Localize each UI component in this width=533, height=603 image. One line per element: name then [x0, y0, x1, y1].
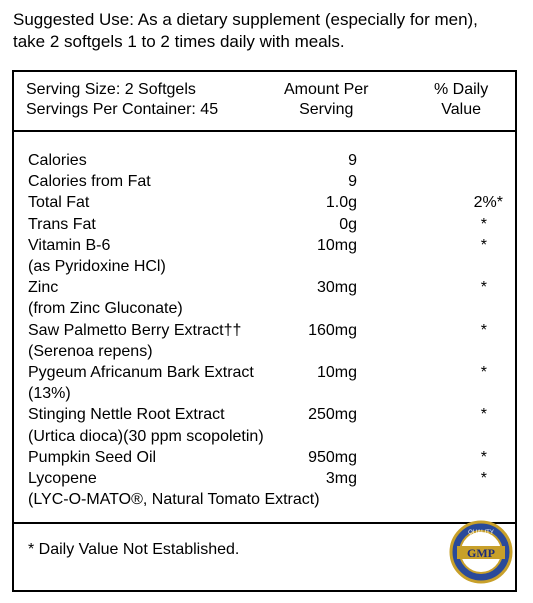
gmp-quality-seal: [449, 520, 513, 584]
amount-per-serving-header: [284, 80, 368, 120]
nutrient-row: [14, 298, 515, 319]
nutrient-name: Total Fat: [28, 194, 90, 212]
seal-ring-text: QUALITY: [468, 530, 494, 536]
header-divider: [14, 130, 515, 132]
nutrient-name: Lycopene: [28, 470, 97, 487]
dv-header-line-1: % Daily: [434, 81, 489, 98]
daily-value-header: [434, 80, 488, 120]
nutrient-amount: 250mg: [308, 406, 357, 424]
dv-header-line-2: Value: [441, 101, 481, 118]
nutrient-row: [14, 171, 515, 192]
suggested-use-line-1: Suggested Use: As a dietary supplement (especially for men),: [13, 10, 478, 29]
nutrient-daily-value: 2%*: [473, 194, 503, 212]
nutrient-amount: 10mg: [316, 236, 357, 254]
amount-header-line-2: Serving: [299, 101, 354, 118]
nutrient-row: [14, 214, 515, 235]
footer-divider: [14, 522, 515, 524]
nutrient-daily-value: *: [480, 236, 487, 254]
suggested-use-line-2: take 2 softgels 1 to 2 times daily with meals.: [13, 32, 345, 51]
nutrient-row: [14, 150, 515, 171]
nutrient-row: [14, 362, 515, 383]
serving-size: Serving Size: 2 Softgels: [26, 81, 196, 98]
serving-info: [26, 80, 218, 120]
nutrient-name: (Urtica dioca)(30 ppm scopoletin): [28, 427, 264, 445]
nutrient-daily-value: *: [480, 406, 487, 424]
daily-value-footnote: * Daily Value Not Established.: [28, 541, 240, 558]
nutrient-daily-value: *: [480, 448, 487, 466]
nutrient-name: (from Zinc Gluconate): [28, 300, 183, 318]
seal-gmp-text: GMP: [467, 546, 495, 560]
nutrient-daily-value: *: [480, 364, 487, 381]
nutrient-name: Pumpkin Seed Oil: [28, 448, 157, 466]
nutrient-name: Stinging Nettle Root Extract: [28, 406, 225, 424]
nutrient-daily-value: *: [480, 470, 487, 487]
nutrient-name: Calories from Fat: [28, 173, 151, 191]
nutrient-name: Trans Fat: [28, 215, 96, 233]
nutrient-row: [14, 320, 515, 341]
nutrient-amount: 9: [348, 173, 357, 191]
nutrient-row: [14, 468, 515, 489]
nutrient-name: Vitamin B-6: [28, 236, 111, 254]
nutrient-name: (13%): [28, 385, 71, 403]
nutrient-amount: 10mg: [316, 364, 357, 381]
nutrient-row: [14, 256, 515, 277]
nutrient-row: [14, 489, 515, 510]
nutrient-amount: 160mg: [308, 321, 357, 339]
servings-per-container: Servings Per Container: 45: [26, 101, 219, 118]
nutrient-amount: 3mg: [325, 470, 357, 487]
nutrient-name: Calories: [28, 152, 87, 169]
nutrient-daily-value: *: [480, 215, 487, 233]
nutrient-name: Zinc: [28, 279, 59, 297]
nutrient-name: (Serenoa repens): [28, 342, 153, 360]
nutrient-row: [14, 404, 515, 425]
nutrient-name: Saw Palmetto Berry Extract††: [28, 321, 242, 339]
nutrient-row: [14, 447, 515, 468]
nutrient-amount: 950mg: [308, 448, 357, 466]
nutrient-name: (LYC-O-MATO®, Natural Tomato Extract): [28, 491, 320, 509]
suggested-use: [13, 9, 528, 53]
amount-header-line-1: Amount Per: [284, 81, 369, 98]
nutrient-daily-value: *: [480, 321, 487, 339]
nutrient-amount: 0g: [339, 215, 357, 233]
nutrient-row: [14, 192, 515, 213]
supplement-facts-panel: [12, 70, 517, 592]
nutrient-amount: 9: [348, 152, 357, 169]
nutrient-name: Pygeum Africanum Bark Extract: [28, 364, 254, 381]
nutrient-amount: 30mg: [316, 279, 357, 297]
nutrient-amount: 1.0g: [325, 194, 357, 212]
nutrient-name: (as Pyridoxine HCl): [28, 258, 166, 275]
nutrient-row: [14, 341, 515, 362]
nutrient-row: [14, 426, 515, 447]
nutrient-row: [14, 383, 515, 404]
nutrient-row: [14, 235, 515, 256]
nutrient-daily-value: *: [480, 279, 487, 297]
nutrient-row: [14, 277, 515, 298]
